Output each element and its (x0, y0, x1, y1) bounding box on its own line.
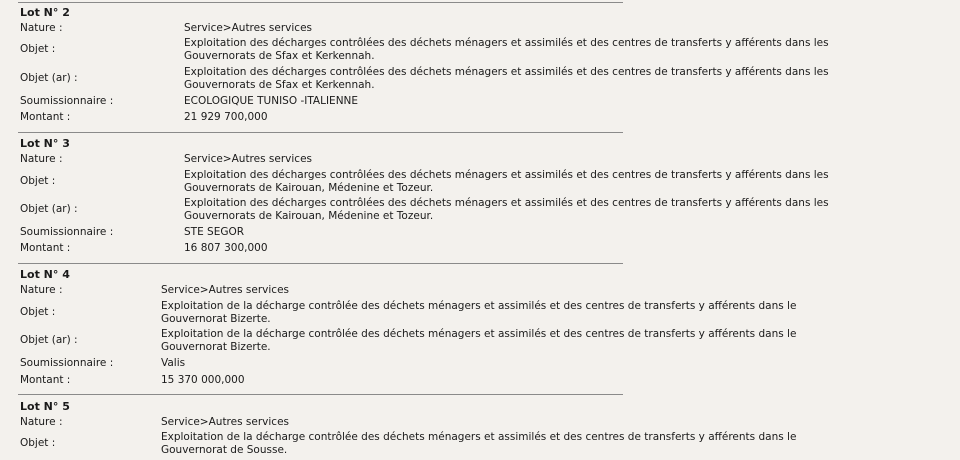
lot-3-objet-ar-line2: Gouvernorats de Kairouan, Médenine et Tozeur. (184, 210, 434, 222)
lot-divider (18, 132, 623, 133)
lot-3-title: Lot N° 3 (20, 137, 70, 150)
montant-label: Montant : (20, 242, 71, 254)
lot-3-soumissionnaire: STE SEGOR (184, 226, 245, 238)
lot-2-title: Lot N° 2 (20, 6, 70, 19)
lot-4-objet-line1: Exploitation de la décharge contrôlée des déchets ménagers et assimilés et des centres de transferts y afférents dans le (161, 300, 797, 312)
lot-5-objet-line2: Gouvernorat de Sousse. (161, 444, 288, 456)
lot-3-objet-line1: Exploitation des décharges contrôlées des déchets ménagers et assimilés et des centres de transferts y afférents dans les (184, 169, 829, 181)
soumissionnaire-label: Soumissionnaire : (20, 357, 114, 369)
lot-4-objet-ar-line1: Exploitation de la décharge contrôlée des déchets ménagers et assimilés et des centres de transferts y afférents dans le (161, 328, 797, 340)
lot-divider (18, 263, 623, 264)
soumissionnaire-label: Soumissionnaire : (20, 226, 114, 238)
lot-5-objet-line1: Exploitation de la décharge contrôlée des déchets ménagers et assimilés et des centres de transferts y afférents dans le (161, 431, 797, 443)
lot-4-objet-line2: Gouvernorat Bizerte. (161, 313, 271, 325)
lot-2-objet-line2: Gouvernorats de Sfax et Kerkennah. (184, 50, 375, 62)
lot-2-soumissionnaire: ECOLOGIQUE TUNISO -ITALIENNE (184, 95, 359, 107)
lot-4-nature: Service>Autres services (161, 284, 289, 296)
lot-5-nature: Service>Autres services (161, 416, 289, 428)
objet-label: Objet : (20, 43, 56, 55)
lot-5-title: Lot N° 5 (20, 400, 70, 413)
nature-label: Nature : (20, 22, 63, 34)
montant-label: Montant : (20, 374, 71, 386)
nature-label: Nature : (20, 284, 63, 296)
soumissionnaire-label: Soumissionnaire : (20, 95, 114, 107)
objet-label: Objet : (20, 437, 56, 449)
lot-divider (18, 2, 623, 3)
lot-3-montant: 16 807 300,000 (184, 242, 268, 254)
nature-label: Nature : (20, 416, 63, 428)
lot-2-objet-ar-line1: Exploitation des décharges contrôlées des déchets ménagers et assimilés et des centres de transferts y afférents dans les (184, 66, 829, 78)
lot-divider (18, 394, 623, 395)
lot-3-objet-ar-line1: Exploitation des décharges contrôlées des déchets ménagers et assimilés et des centres de transferts y afférents dans les (184, 197, 829, 209)
montant-label: Montant : (20, 111, 71, 123)
objet-ar-label: Objet (ar) : (20, 72, 78, 84)
lot-4-soumissionnaire: Valis (161, 357, 186, 369)
lot-3-objet-line2: Gouvernorats de Kairouan, Médenine et Tozeur. (184, 182, 434, 194)
lot-4-objet-ar-line2: Gouvernorat Bizerte. (161, 341, 271, 353)
lot-4-montant: 15 370 000,000 (161, 374, 245, 386)
objet-label: Objet : (20, 306, 56, 318)
objet-ar-label: Objet (ar) : (20, 203, 78, 215)
objet-ar-label: Objet (ar) : (20, 334, 78, 346)
lot-2-objet-line1: Exploitation des décharges contrôlées des déchets ménagers et assimilés et des centres de transferts y afférents dans les (184, 37, 829, 49)
lot-2-montant: 21 929 700,000 (184, 111, 268, 123)
objet-label: Objet : (20, 175, 56, 187)
lot-2-nature: Service>Autres services (184, 22, 312, 34)
lot-3-nature: Service>Autres services (184, 153, 312, 165)
nature-label: Nature : (20, 153, 63, 165)
lot-4-title: Lot N° 4 (20, 268, 70, 281)
lot-2-objet-ar-line2: Gouvernorats de Sfax et Kerkennah. (184, 79, 375, 91)
